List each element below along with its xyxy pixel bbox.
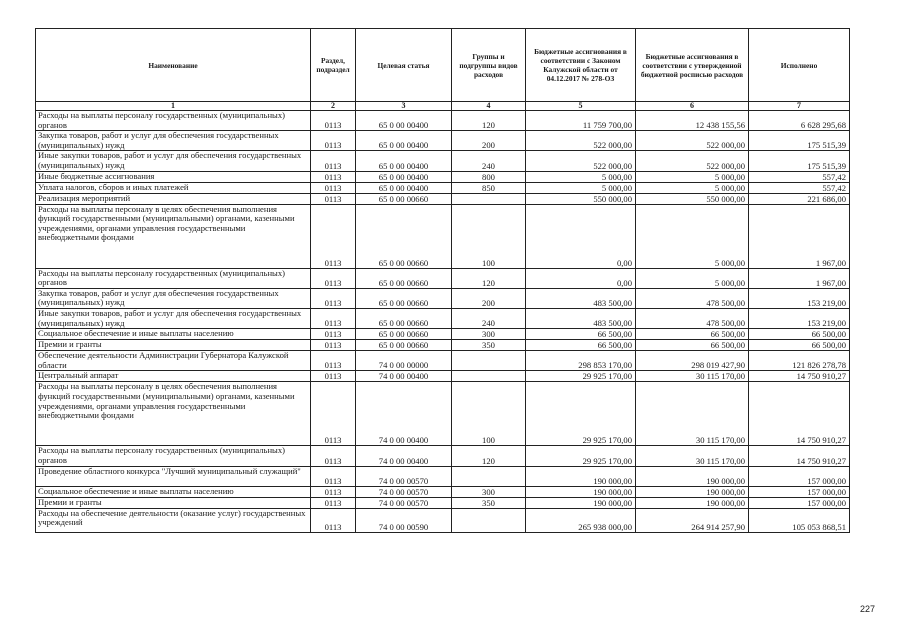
row-executed: 66 500,00 bbox=[749, 340, 850, 351]
row-expense-group: 850 bbox=[452, 182, 526, 193]
header-name: Наименование bbox=[36, 29, 311, 102]
column-number: 1 bbox=[36, 102, 311, 111]
column-number: 2 bbox=[311, 102, 356, 111]
column-number: 3 bbox=[356, 102, 452, 111]
row-target-article: 65 0 00 00400 bbox=[356, 131, 452, 151]
row-name: Расходы на выплаты персоналу государственных (муниципальных) органов bbox=[36, 446, 311, 466]
row-target-article: 74 0 00 00570 bbox=[356, 466, 452, 486]
row-target-article: 65 0 00 00660 bbox=[356, 329, 452, 340]
table-row bbox=[36, 268, 850, 288]
row-expense-group bbox=[452, 351, 526, 371]
row-name: Расходы на выплаты персоналу в целях обеспечения выполнения функций государственными (муниципальными) органами, казенными учреждениями, органами управления государственными внебюджетными фондами bbox=[36, 382, 311, 446]
row-approved-allocation: 522 000,00 bbox=[636, 131, 749, 151]
row-executed: 14 750 910,27 bbox=[749, 371, 850, 382]
row-section: 0113 bbox=[311, 308, 356, 328]
row-approved-allocation: 5 000,00 bbox=[636, 182, 749, 193]
column-number: 4 bbox=[452, 102, 526, 111]
row-approved-allocation: 190 000,00 bbox=[636, 497, 749, 508]
page-number: 227 bbox=[860, 604, 876, 614]
row-section: 0113 bbox=[311, 508, 356, 532]
row-expense-group: 240 bbox=[452, 308, 526, 328]
row-target-article: 74 0 00 00000 bbox=[356, 351, 452, 371]
row-law-allocation: 0,00 bbox=[526, 268, 636, 288]
header-row bbox=[36, 29, 850, 102]
row-target-article: 65 0 00 00660 bbox=[356, 204, 452, 268]
row-approved-allocation: 478 500,00 bbox=[636, 308, 749, 328]
table-row bbox=[36, 382, 850, 446]
row-target-article: 65 0 00 00660 bbox=[356, 288, 452, 308]
row-law-allocation: 190 000,00 bbox=[526, 486, 636, 497]
row-law-allocation: 550 000,00 bbox=[526, 193, 636, 204]
row-executed: 6 628 295,68 bbox=[749, 111, 850, 131]
row-approved-allocation: 298 019 427,90 bbox=[636, 351, 749, 371]
row-executed: 1 967,00 bbox=[749, 268, 850, 288]
row-executed: 175 515,39 bbox=[749, 151, 850, 171]
row-section: 0113 bbox=[311, 340, 356, 351]
table-row bbox=[36, 288, 850, 308]
row-expense-group: 800 bbox=[452, 171, 526, 182]
table-row bbox=[36, 329, 850, 340]
row-expense-group: 300 bbox=[452, 329, 526, 340]
row-law-allocation: 29 925 170,00 bbox=[526, 446, 636, 466]
row-executed: 157 000,00 bbox=[749, 486, 850, 497]
row-expense-group: 350 bbox=[452, 340, 526, 351]
row-law-allocation: 11 759 700,00 bbox=[526, 111, 636, 131]
row-approved-allocation: 522 000,00 bbox=[636, 151, 749, 171]
header-expense-group: Группы и подгруппы видов расходов bbox=[452, 29, 526, 102]
header-executed: Исполнено bbox=[749, 29, 850, 102]
row-target-article: 65 0 00 00400 bbox=[356, 111, 452, 131]
row-law-allocation: 5 000,00 bbox=[526, 182, 636, 193]
row-law-allocation: 66 500,00 bbox=[526, 329, 636, 340]
row-section: 0113 bbox=[311, 497, 356, 508]
row-target-article: 65 0 00 00400 bbox=[356, 151, 452, 171]
table-row bbox=[36, 508, 850, 532]
row-executed: 1 967,00 bbox=[749, 204, 850, 268]
table-row bbox=[36, 151, 850, 171]
row-target-article: 65 0 00 00660 bbox=[356, 268, 452, 288]
row-executed: 557,42 bbox=[749, 182, 850, 193]
row-approved-allocation: 264 914 257,90 bbox=[636, 508, 749, 532]
row-name: Уплата налогов, сборов и иных платежей bbox=[36, 182, 311, 193]
column-number: 5 bbox=[526, 102, 636, 111]
table-row bbox=[36, 446, 850, 466]
row-expense-group bbox=[452, 193, 526, 204]
row-law-allocation: 522 000,00 bbox=[526, 131, 636, 151]
row-approved-allocation: 5 000,00 bbox=[636, 268, 749, 288]
row-name: Проведение областного конкурса "Лучший муниципальный служащий" bbox=[36, 466, 311, 486]
row-expense-group bbox=[452, 371, 526, 382]
row-expense-group: 120 bbox=[452, 268, 526, 288]
row-target-article: 74 0 00 00400 bbox=[356, 371, 452, 382]
header-law-allocations: Бюджетные ассигнования в соответствии с Законом Калужской области от 04.12.2017 № 278-ОЗ bbox=[526, 29, 636, 102]
table-row bbox=[36, 340, 850, 351]
row-executed: 14 750 910,27 bbox=[749, 446, 850, 466]
row-section: 0113 bbox=[311, 466, 356, 486]
budget-table bbox=[35, 28, 850, 533]
table-row bbox=[36, 171, 850, 182]
table-row bbox=[36, 371, 850, 382]
row-approved-allocation: 5 000,00 bbox=[636, 171, 749, 182]
table-row bbox=[36, 111, 850, 131]
row-section: 0113 bbox=[311, 446, 356, 466]
row-law-allocation: 522 000,00 bbox=[526, 151, 636, 171]
row-executed: 153 219,00 bbox=[749, 308, 850, 328]
row-executed: 153 219,00 bbox=[749, 288, 850, 308]
row-law-allocation: 190 000,00 bbox=[526, 466, 636, 486]
row-section: 0113 bbox=[311, 111, 356, 131]
column-number: 7 bbox=[749, 102, 850, 111]
row-target-article: 65 0 00 00660 bbox=[356, 340, 452, 351]
row-section: 0113 bbox=[311, 329, 356, 340]
row-approved-allocation: 550 000,00 bbox=[636, 193, 749, 204]
row-executed: 157 000,00 bbox=[749, 497, 850, 508]
row-executed: 221 686,00 bbox=[749, 193, 850, 204]
row-expense-group: 200 bbox=[452, 288, 526, 308]
row-law-allocation: 0,00 bbox=[526, 204, 636, 268]
table-row bbox=[36, 497, 850, 508]
row-expense-group bbox=[452, 508, 526, 532]
row-approved-allocation: 30 115 170,00 bbox=[636, 446, 749, 466]
row-name: Премии и гранты bbox=[36, 340, 311, 351]
row-executed: 121 826 278,78 bbox=[749, 351, 850, 371]
row-expense-group: 100 bbox=[452, 204, 526, 268]
table-row bbox=[36, 131, 850, 151]
header-target-article: Целевая статья bbox=[356, 29, 452, 102]
row-section: 0113 bbox=[311, 288, 356, 308]
row-name: Расходы на выплаты персоналу государственных (муниципальных) органов bbox=[36, 268, 311, 288]
table-row bbox=[36, 486, 850, 497]
row-name: Иные закупки товаров, работ и услуг для обеспечения государственных (муниципальных) нужд bbox=[36, 308, 311, 328]
row-law-allocation: 190 000,00 bbox=[526, 497, 636, 508]
row-name: Иные бюджетные ассигнования bbox=[36, 171, 311, 182]
row-target-article: 74 0 00 00570 bbox=[356, 497, 452, 508]
row-law-allocation: 29 925 170,00 bbox=[526, 371, 636, 382]
row-approved-allocation: 66 500,00 bbox=[636, 340, 749, 351]
row-target-article: 74 0 00 00590 bbox=[356, 508, 452, 532]
row-law-allocation: 5 000,00 bbox=[526, 171, 636, 182]
row-section: 0113 bbox=[311, 131, 356, 151]
header-section: Раздел, подраздел bbox=[311, 29, 356, 102]
row-approved-allocation: 66 500,00 bbox=[636, 329, 749, 340]
row-approved-allocation: 190 000,00 bbox=[636, 466, 749, 486]
row-target-article: 65 0 00 00660 bbox=[356, 308, 452, 328]
row-law-allocation: 483 500,00 bbox=[526, 288, 636, 308]
row-law-allocation: 265 938 000,00 bbox=[526, 508, 636, 532]
row-executed: 557,42 bbox=[749, 171, 850, 182]
row-expense-group: 120 bbox=[452, 111, 526, 131]
row-name: Реализация мероприятий bbox=[36, 193, 311, 204]
row-section: 0113 bbox=[311, 371, 356, 382]
table-row bbox=[36, 351, 850, 371]
row-law-allocation: 66 500,00 bbox=[526, 340, 636, 351]
row-section: 0113 bbox=[311, 151, 356, 171]
row-target-article: 74 0 00 00400 bbox=[356, 446, 452, 466]
row-name: Закупка товаров, работ и услуг для обеспечения государственных (муниципальных) нужд bbox=[36, 288, 311, 308]
row-name: Социальное обеспечение и иные выплаты населению bbox=[36, 486, 311, 497]
row-expense-group: 300 bbox=[452, 486, 526, 497]
row-law-allocation: 483 500,00 bbox=[526, 308, 636, 328]
table-row bbox=[36, 204, 850, 268]
row-approved-allocation: 190 000,00 bbox=[636, 486, 749, 497]
row-section: 0113 bbox=[311, 204, 356, 268]
row-expense-group: 350 bbox=[452, 497, 526, 508]
row-expense-group: 120 bbox=[452, 446, 526, 466]
row-name: Иные закупки товаров, работ и услуг для обеспечения государственных (муниципальных) нужд bbox=[36, 151, 311, 171]
row-executed: 66 500,00 bbox=[749, 329, 850, 340]
row-executed: 157 000,00 bbox=[749, 466, 850, 486]
row-target-article: 74 0 00 00400 bbox=[356, 382, 452, 446]
row-executed: 105 053 868,51 bbox=[749, 508, 850, 532]
row-name: Расходы на обеспечение деятельности (оказание услуг) государственных учреждений bbox=[36, 508, 311, 532]
row-law-allocation: 29 925 170,00 bbox=[526, 382, 636, 446]
row-expense-group: 200 bbox=[452, 131, 526, 151]
row-section: 0113 bbox=[311, 382, 356, 446]
row-approved-allocation: 478 500,00 bbox=[636, 288, 749, 308]
row-approved-allocation: 12 438 155,56 bbox=[636, 111, 749, 131]
table-row bbox=[36, 308, 850, 328]
row-approved-allocation: 30 115 170,00 bbox=[636, 371, 749, 382]
table-row bbox=[36, 182, 850, 193]
row-name: Центральный аппарат bbox=[36, 371, 311, 382]
header-approved-allocations: Бюджетные ассигнования в соответствии с утвержденной бюджетной росписью расходов bbox=[636, 29, 749, 102]
row-target-article: 65 0 00 00400 bbox=[356, 182, 452, 193]
row-target-article: 65 0 00 00400 bbox=[356, 171, 452, 182]
row-section: 0113 bbox=[311, 351, 356, 371]
row-name: Расходы на выплаты персоналу в целях обеспечения выполнения функций государственными (муниципальными) органами, казенными учреждениями, органами управления государственными внебюджетными фондами bbox=[36, 204, 311, 268]
row-name: Премии и гранты bbox=[36, 497, 311, 508]
row-name: Социальное обеспечение и иные выплаты населению bbox=[36, 329, 311, 340]
row-executed: 175 515,39 bbox=[749, 131, 850, 151]
row-target-article: 74 0 00 00570 bbox=[356, 486, 452, 497]
row-expense-group: 100 bbox=[452, 382, 526, 446]
row-approved-allocation: 5 000,00 bbox=[636, 204, 749, 268]
row-section: 0113 bbox=[311, 486, 356, 497]
row-approved-allocation: 30 115 170,00 bbox=[636, 382, 749, 446]
row-section: 0113 bbox=[311, 193, 356, 204]
row-executed: 14 750 910,27 bbox=[749, 382, 850, 446]
table-row bbox=[36, 466, 850, 486]
row-name: Обеспечение деятельности Администрации Губернатора Калужской области bbox=[36, 351, 311, 371]
row-section: 0113 bbox=[311, 171, 356, 182]
row-name: Расходы на выплаты персоналу государственных (муниципальных) органов bbox=[36, 111, 311, 131]
table-row bbox=[36, 193, 850, 204]
column-number-row bbox=[36, 102, 850, 111]
row-expense-group bbox=[452, 466, 526, 486]
row-expense-group: 240 bbox=[452, 151, 526, 171]
row-section: 0113 bbox=[311, 182, 356, 193]
row-section: 0113 bbox=[311, 268, 356, 288]
row-name: Закупка товаров, работ и услуг для обеспечения государственных (муниципальных) нужд bbox=[36, 131, 311, 151]
row-law-allocation: 298 853 170,00 bbox=[526, 351, 636, 371]
row-target-article: 65 0 00 00660 bbox=[356, 193, 452, 204]
column-number: 6 bbox=[636, 102, 749, 111]
